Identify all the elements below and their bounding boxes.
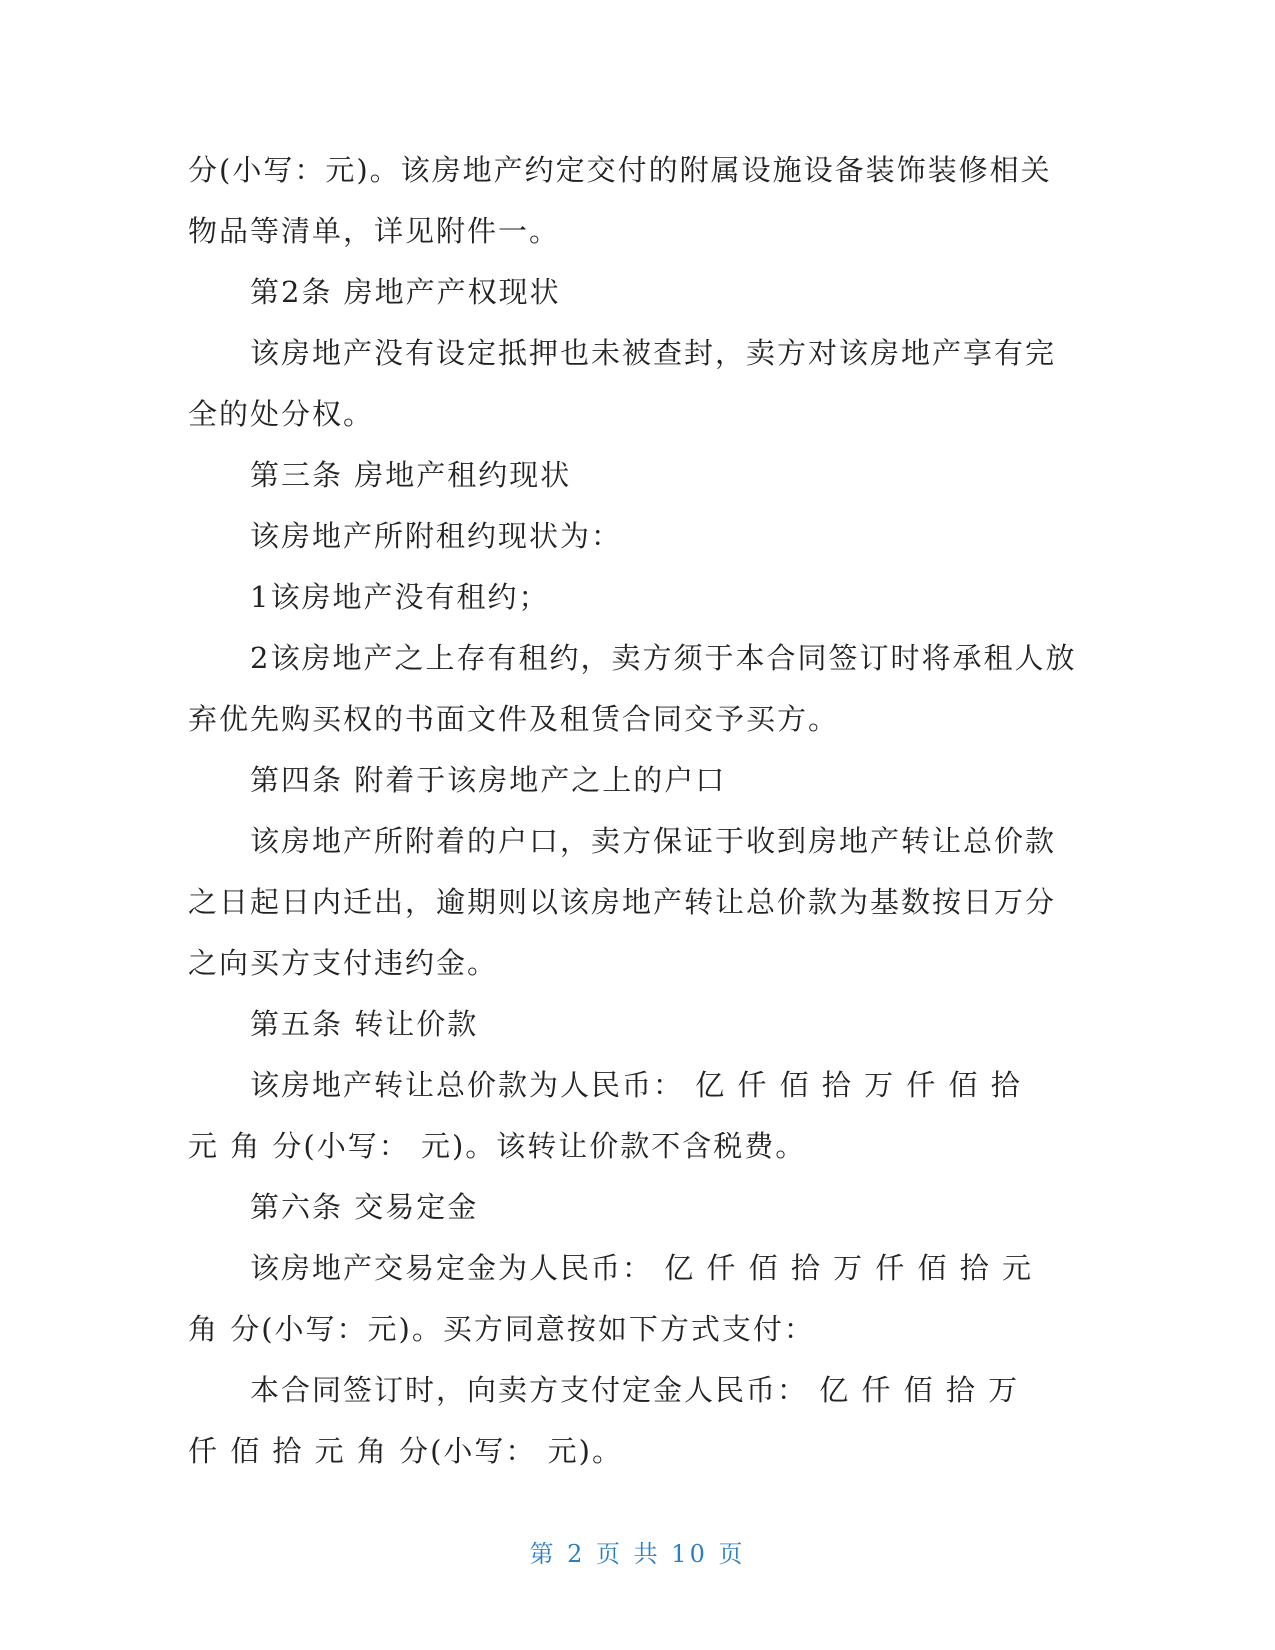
text-line: 该房地产转让总价款为人民币： 亿 仟 佰 拾 万 仟 佰 拾 [250,1068,1022,1102]
document-body [188,140,1088,1482]
text-line: 该房地产没有设定抵押也未被查封，卖方对该房地产享有完 [250,336,1057,370]
text-line: 该房地产交易定金为人民币： 亿 仟 佰 拾 万 仟 佰 拾 元 [250,1251,1033,1285]
text-line: 2该房地产之上存有租约，卖方须于本合同签订时将承租人放 [250,641,1077,675]
text-line: 角 分(小写：元)。买方同意按如下方式支付： [188,1312,815,1346]
text-line: 本合同签订时，向卖方支付定金人民币： 亿 仟 佰 拾 万 [250,1373,1020,1407]
text-line: 仟 佰 拾 元 角 分(小写： 元)。 [188,1434,623,1468]
text-line: 之日起日内迁出，逾期则以该房地产转让总价款为基数按日万分 [188,885,1057,919]
section-heading: 第六条 交易定金 [250,1190,479,1224]
section-heading: 第2条 房地产产权现状 [250,275,561,309]
section-heading: 第四条 附着于该房地产之上的户口 [250,763,727,797]
text-line: 之向买方支付违约金。 [188,946,499,980]
text-line: 该房地产所附租约现状为： [250,519,623,553]
text-line: 元 角 分(小写： 元)。该转让价款不含税费。 [188,1129,807,1163]
text-line: 该房地产所附着的户口，卖方保证于收到房地产转让总价款 [250,824,1057,858]
text-line: 全的处分权。 [188,397,375,431]
section-heading: 第五条 转让价款 [250,1007,479,1041]
text-line: 物品等清单，详见附件一。 [188,214,561,248]
page-number-footer: 第 2 页 共 10 页 [529,1540,746,1568]
text-line: 弃优先购买权的书面文件及租赁合同交予买方。 [188,702,840,736]
text-line: 1该房地产没有租约； [250,580,550,614]
text-line: 分(小写：元)。该房地产约定交付的附属设施设备装饰装修相关 [188,153,1052,187]
section-heading: 第三条 房地产租约现状 [250,458,572,492]
